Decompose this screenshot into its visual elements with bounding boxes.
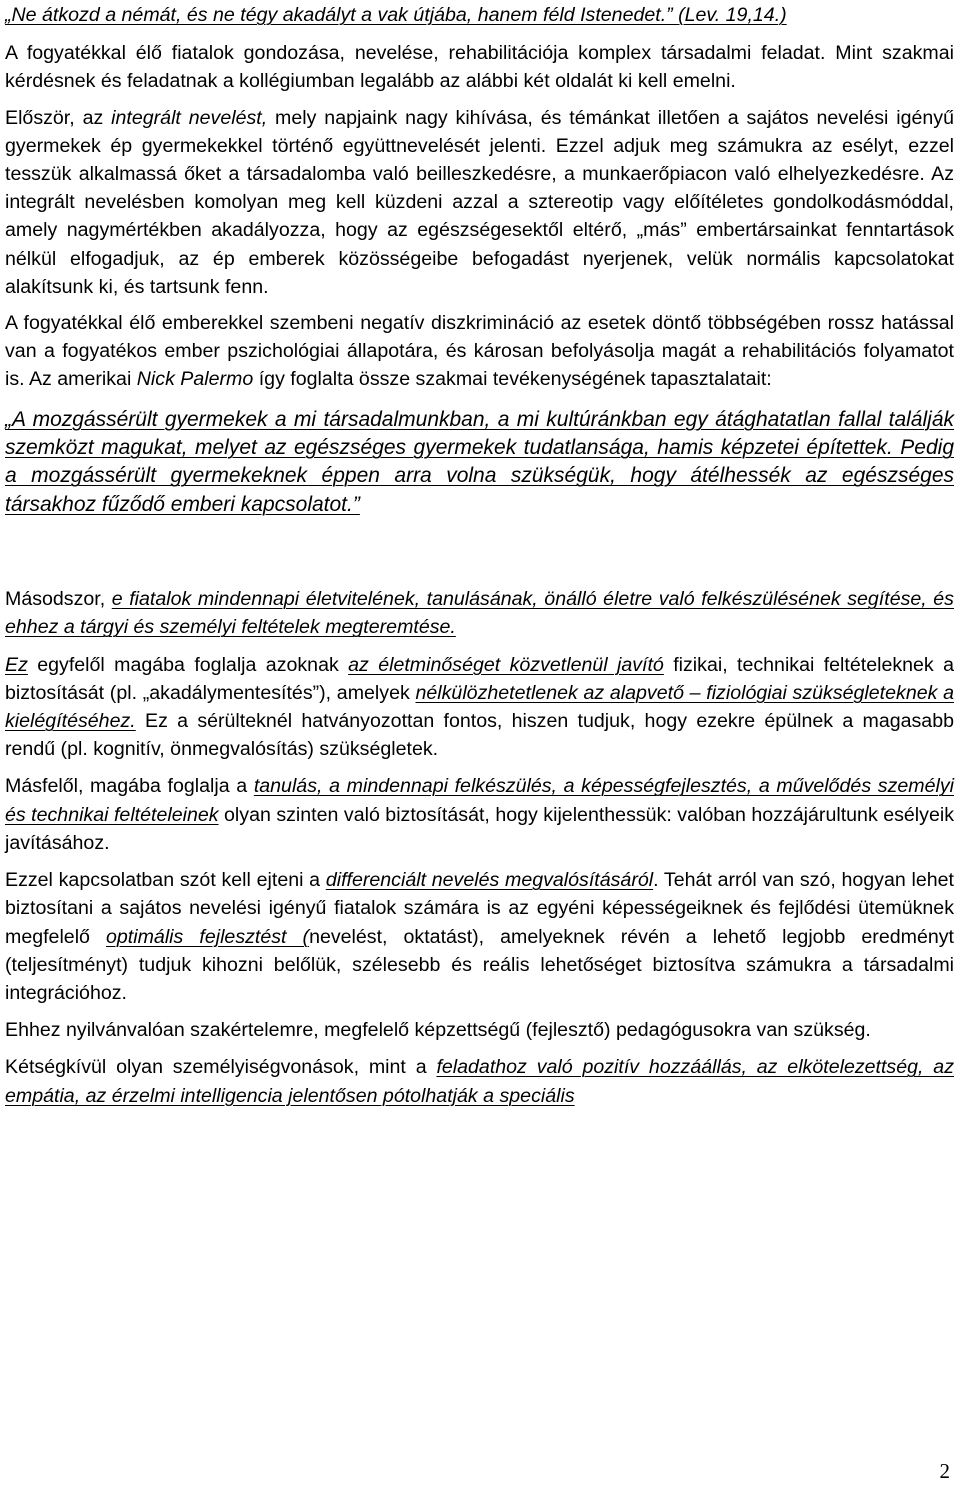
emphasized-text-run: „A mozgássérült gyermekek a mi társadalmunkban, a mi kultúránkban egy átághatatlan fallal találják szemközt magukat, melyet az egészséges gyermekek tudatlansága, hamis képzetei építettek. Pedig a mozgássérült gyermekeknek éppen arra volna szükségük, hogy átélhessék az egészséges társakhoz fűződő emberi kapcsolatot.”	[5, 407, 954, 516]
bible-quote	[5, 1, 954, 29]
intro-paragraph	[5, 39, 954, 95]
text-run: fizikai, technikai feltételeknek a biztosítását (pl. „akadálymentesítés”), amelyek	[5, 653, 954, 704]
document-page	[5, 0, 954, 1110]
differentiated-education-paragraph	[5, 866, 954, 1007]
emphasized-text-run: Ez	[5, 653, 28, 676]
text-run: Másodszor,	[5, 588, 112, 611]
text-run: Kétségkívül olyan személyiségvonások, mint a	[5, 1056, 437, 1079]
learning-conditions-paragraph	[5, 772, 954, 857]
text-run: A fogyatékkal élő fiatalok gondozása, nevelése, rehabilitációja komplex társadalmi feladat. Mint szakmai kérdésnek és feladatnak a kollégiumban legalább az alábbi két oldalát ki kell emelni.	[5, 42, 954, 93]
palermo-quote	[5, 406, 954, 520]
text-run: Ez a sérülteknél hatványozottan fontos, hiszen tudjuk, hogy ezekre épülnek a magasabb rendű (pl. kognitív, önmegvalósítás) szükségletek.	[5, 710, 954, 761]
page-number: 2	[939, 1459, 950, 1483]
emphasized-text-run: integrált nevelést,	[111, 106, 268, 129]
text-run: Ehhez nyilvánvalóan szakértelemre, megfelelő képzettségű (fejlesztő) pedagógusokra van szükség.	[5, 1019, 871, 1042]
integrated-education-paragraph	[5, 104, 954, 301]
text-run: mely napjaink nagy kihívása, és témánkat illetően a sajátos nevelési igényű gyermekek ép gyermekekkel történő együttnevelését jelenti. Ezzel adjuk meg számukra az esélyt, ezzel tesszük alkalmassá őket a társadalomba való beilleszkedésre, a munkaerőpiacon való elhelyezkedésre. Az integrált nevelésben komolyan meg kell küzdeni azzal a sztereotip vagy előítéletes gondolkodásmóddal, amely nagymértékben akadályozza, hogy az egészségesektől eltérő, „más” embertársainkat fenntartások nélkül elfogadjuk, az ép emberek közösségeibe befogadást nyerjenek, velük normális kapcsolatokat alakítsunk ki, és tartsunk fenn.	[5, 106, 954, 298]
text-run: Ezzel kapcsolatban szót kell ejteni a	[5, 869, 326, 892]
emphasized-text-run: tanulás, a mindennapi felkészülés, a képességfejlesztés, a művelődés személyi és technikai feltételeinek	[5, 775, 954, 826]
text-run: . Tehát arról van szó, hogyan lehet biztosítani a sajátos nevelési igényű fiatalok számára is az egyéni képességeiknek és fejlődési ütemüknek megfelelő	[5, 869, 954, 948]
emphasized-text-run: Nick Palermo	[136, 368, 254, 391]
text-run: Másfelől, magába foglalja a	[5, 775, 254, 798]
expertise-paragraph	[5, 1016, 954, 1044]
emphasized-text-run: feladathoz való pozitív hozzáállás, az elkötelezettség, az empátia, az érzelmi intelligencia jelentősen pótolhatják a speciális	[5, 1056, 954, 1107]
personality-traits-paragraph	[5, 1053, 954, 1109]
emphasized-text-run: e fiatalok mindennapi életvitelének, tanulásának, önálló életre való felkészülésének segítése, és ehhez a tárgyi és személyi feltételek megteremtése.	[5, 588, 954, 639]
text-run: egyfelől magába foglalja azoknak	[27, 653, 349, 676]
emphasized-text-run: optimális fejlesztést (	[106, 925, 310, 948]
emphasized-text-run: „Ne átkozd a némát, és ne tégy akadályt a vak útjába, hanem féld Istenedet.” (Lev. 19,14.)	[5, 4, 787, 26]
second-point-paragraph	[5, 585, 954, 641]
emphasized-text-run: differenciált nevelés megvalósításáról	[325, 869, 654, 892]
discrimination-paragraph	[5, 309, 954, 394]
text-run: olyan szinten való biztosítását, hogy kijelenthessük: valóban hozzájárultunk esélyeik javításához.	[5, 803, 955, 854]
text-run: így foglalta össze szakmai tevékenységének tapasztalatait:	[253, 368, 772, 391]
text-run: nevelést, oktatást), amelyeknek révén a lehető legjobb eredményt (teljesítményt) tudjuk kihozni belőlük, szélesebb és reális lehetőséget biztosítva számukra a társadalmi integrációhoz.	[5, 925, 954, 1004]
quality-of-life-paragraph	[5, 651, 954, 764]
emphasized-text-run: nélkülözhetetlenek az alapvető – fiziológiai szükségleteknek a kielégítéséhez.	[5, 681, 955, 733]
text-run: A fogyatékkal élő emberekkel szembeni negatív diszkrimináció az esetek döntő többségében rossz hatással van a fogyatékos ember pszichológiai állapotára, és károsan befolyásolja magát a rehabilitációs folyamatot is. Az amerikai	[5, 312, 954, 391]
text-run: Először, az	[5, 106, 112, 129]
emphasized-text-run: az életminőséget közvetlenül javító	[348, 653, 664, 676]
